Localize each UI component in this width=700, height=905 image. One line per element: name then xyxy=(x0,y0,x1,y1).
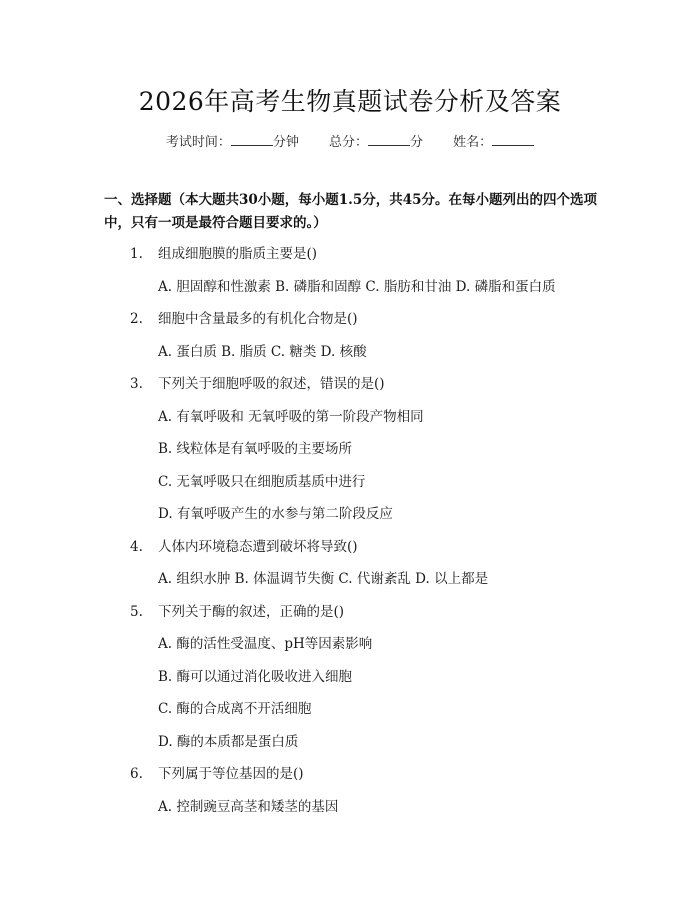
name-field xyxy=(453,131,534,150)
question-item xyxy=(0,764,700,797)
option-c: C. 无氧呼吸只在细胞质基质中进行 xyxy=(158,473,366,490)
question-stem: 细胞中含量最多的有机化合物是() xyxy=(158,311,358,327)
options-inline: A. 胆固醇和性激素 B. 磷脂和固醇 C. 脂肪和甘油 D. 磷脂和蛋白质 xyxy=(158,278,556,295)
option-row xyxy=(0,472,700,505)
question-item xyxy=(0,537,700,570)
question-stem: 人体内环境稳态遭到破坏将导致() xyxy=(158,538,358,555)
option-row xyxy=(0,569,700,602)
option-row xyxy=(0,439,700,472)
question-item xyxy=(0,309,700,342)
score-unit: 分 xyxy=(410,135,424,150)
option-row xyxy=(0,699,700,732)
option-d: D. 酶的本质都是蛋白质 xyxy=(158,733,299,750)
name-label: 姓名： xyxy=(453,135,493,150)
option-row xyxy=(0,277,700,310)
question-stem: 下列关于酶的叙述，正确的是() xyxy=(158,603,345,620)
question-stem: 下列关于细胞呼吸的叙述，错误的是() xyxy=(158,376,385,392)
options-inline: A. 组织水肿 B. 体温调节失衡 C. 代谢紊乱 D. 以上都是 xyxy=(158,571,489,587)
page-title: 2026年高考生物真题试卷分析及答案 xyxy=(138,87,562,116)
question-stem: 下列属于等位基因的是() xyxy=(158,766,304,782)
option-row xyxy=(0,634,700,667)
option-row xyxy=(0,342,700,375)
option-row xyxy=(0,667,700,700)
time-field xyxy=(166,131,299,150)
option-b: B. 酶可以通过消化吸收进入细胞 xyxy=(158,668,353,685)
option-row xyxy=(0,504,700,537)
options-inline: A. 蛋白质 B. 脂质 C. 糖类 D. 核酸 xyxy=(158,343,367,360)
option-row xyxy=(0,407,700,440)
option-b: B. 线粒体是有氧呼吸的主要场所 xyxy=(158,441,353,457)
exam-meta xyxy=(0,131,700,150)
option-c: C. 酶的合成离不开活细胞 xyxy=(158,701,312,717)
question-item xyxy=(0,244,700,277)
score-label: 总分： xyxy=(328,135,368,150)
option-a: A. 有氧呼吸和 无氧呼吸的第一阶段产物相同 xyxy=(158,408,424,425)
question-number: 6. xyxy=(130,766,143,782)
score-field xyxy=(329,131,423,150)
question-number: 3. xyxy=(130,376,143,392)
time-unit: 分钟 xyxy=(272,135,299,150)
option-row xyxy=(0,732,700,765)
question-list xyxy=(0,244,700,829)
name-blank xyxy=(492,133,534,146)
score-blank xyxy=(368,133,410,146)
option-d: D. 有氧呼吸产生的水参与第二阶段反应 xyxy=(158,506,393,522)
section-heading: 一、选择题（本大题共30小题，每小题1.5分，共45分。在每小题列出的四个选项中，只有一项是最符合题目要求的。） xyxy=(104,192,598,231)
question-stem: 组成细胞膜的脂质主要是() xyxy=(158,246,318,262)
question-number: 5. xyxy=(130,603,143,620)
option-row xyxy=(0,797,700,830)
option-a: A. 酶的活性受温度、pH等因素影响 xyxy=(158,636,373,652)
time-blank xyxy=(231,133,273,146)
question-number: 4. xyxy=(130,538,143,555)
question-item xyxy=(0,602,700,635)
question-number: 1. xyxy=(130,246,143,262)
question-item xyxy=(0,374,700,407)
option-a: A. 控制豌豆高茎和矮茎的基因 xyxy=(158,798,339,815)
time-label: 考试时间： xyxy=(165,135,231,150)
question-number: 2. xyxy=(130,311,143,327)
